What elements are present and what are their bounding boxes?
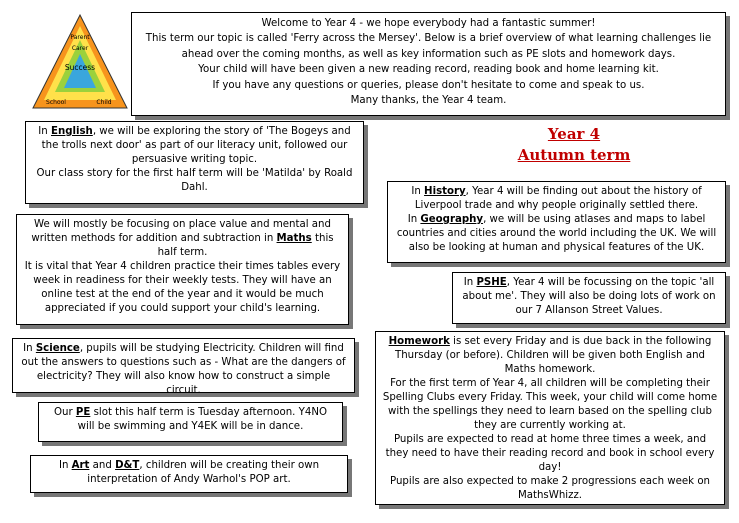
logo-success-text: Success (64, 63, 96, 72)
homework-spelling: For the first term of Year 4, all children will be completing their Spelling Clubs every Friday. This week, your child will come home with the spellings they need to learn based on the spelling club they are currently working at. (382, 378, 718, 431)
homework-mathswhizz: Pupils are also expected to make 2 progressions each week on MathsWhizz. (389, 476, 711, 501)
art-text: In Art and D&T, children will be creating their own interpretation of Andy Warhol's POP art. (58, 460, 320, 485)
homework-reading: Pupils are expected to read at home three times a week, and they need to have their reading record and book in school every day! (385, 434, 715, 473)
title-year: Year 4 (547, 125, 601, 143)
english-keyword: English (51, 126, 93, 137)
logo-child-text: Child (96, 99, 112, 106)
art-keyword: Art (71, 460, 90, 471)
pe-box (38, 402, 343, 442)
geography-keyword: Geography (420, 214, 484, 225)
welcome-line: ahead over the coming months, as well as key information such as PE slots and homework days. (181, 48, 676, 60)
maths-keyword: Maths (276, 233, 312, 244)
pshe-text: In PSHE, Year 4 will be focussing on the topic 'all about me'. They will also be doing lots of work on our 7 Allanson Street Values. (462, 277, 716, 316)
science-keyword: Science (35, 343, 80, 354)
history-text: In History, Year 4 will be finding out about the history of Liverpool trade and why people originally settled there. (411, 186, 702, 211)
history-keyword: History (424, 186, 466, 197)
logo-parent-text: Parent (70, 34, 90, 41)
logo-carer-text: Carer (71, 45, 89, 52)
page-title (474, 124, 674, 166)
maths-times-tables: It is vital that Year 4 children practice their times tables every week in readiness for their weekly tests. They will have an online test at the end of the year and it would be much appreciated if you could support your child's learning. (24, 261, 341, 314)
success-triangle-logo (30, 12, 130, 112)
welcome-box (131, 12, 726, 116)
english-class-story: Our class story for the first half term will be 'Matilda' by Roald Dahl. (36, 168, 353, 193)
homework-keyword: Homework (388, 336, 450, 347)
maths-text: We will mostly be focusing on place value and mental and written methods for addition and subtraction in Maths this half term. (31, 219, 334, 258)
pe-text: Our PE slot this half term is Tuesday afternoon. Y4NO will be swimming and Y4EK will be in dance. (54, 407, 327, 432)
welcome-line: Many thanks, the Year 4 team. (350, 95, 507, 107)
pshe-box (452, 272, 726, 324)
science-text: In Science, pupils will be studying Electricity. Children will find out the answers to questions such as - What are the dangers of electricity? They will also know how to construct a simple circuit. (21, 343, 346, 396)
art-box (30, 455, 348, 493)
homework-box (375, 331, 725, 505)
welcome-line: Your child will have been given a new reading record, reading book and home learning kit. (198, 64, 659, 76)
history-geography-box (387, 181, 726, 263)
pshe-keyword: PSHE (476, 277, 507, 288)
homework-text: Homework is set every Friday and is due back in the following Thursday (or before). Children will be given both English and Maths homework. (388, 336, 712, 375)
title-term: Autumn term (517, 146, 631, 164)
geography-text: In Geography, we will be using atlases and maps to label countries and cities around the world including the UK. We will also be looking at human and physical features of the UK. (396, 214, 717, 253)
english-box (25, 121, 364, 204)
science-box (12, 338, 355, 396)
english-text: In English, we will be exploring the story of 'The Bogeys and the trolls next door' as part of our literacy unit, followed our persuasive writing topic. (38, 126, 351, 165)
welcome-line: If you have any questions or queries, please don't hesitate to come and speak to us. (212, 79, 645, 91)
maths-box (16, 214, 349, 325)
welcome-line: This term our topic is called 'Ferry across the Mersey'. Below is a brief overview of what learning challenges lie (145, 33, 712, 45)
pe-keyword: PE (75, 407, 91, 418)
logo-school-text: School (46, 99, 66, 106)
welcome-line: Welcome to Year 4 - we hope everybody had a fantastic summer! (261, 18, 596, 29)
dt-keyword: D&T (115, 460, 140, 471)
